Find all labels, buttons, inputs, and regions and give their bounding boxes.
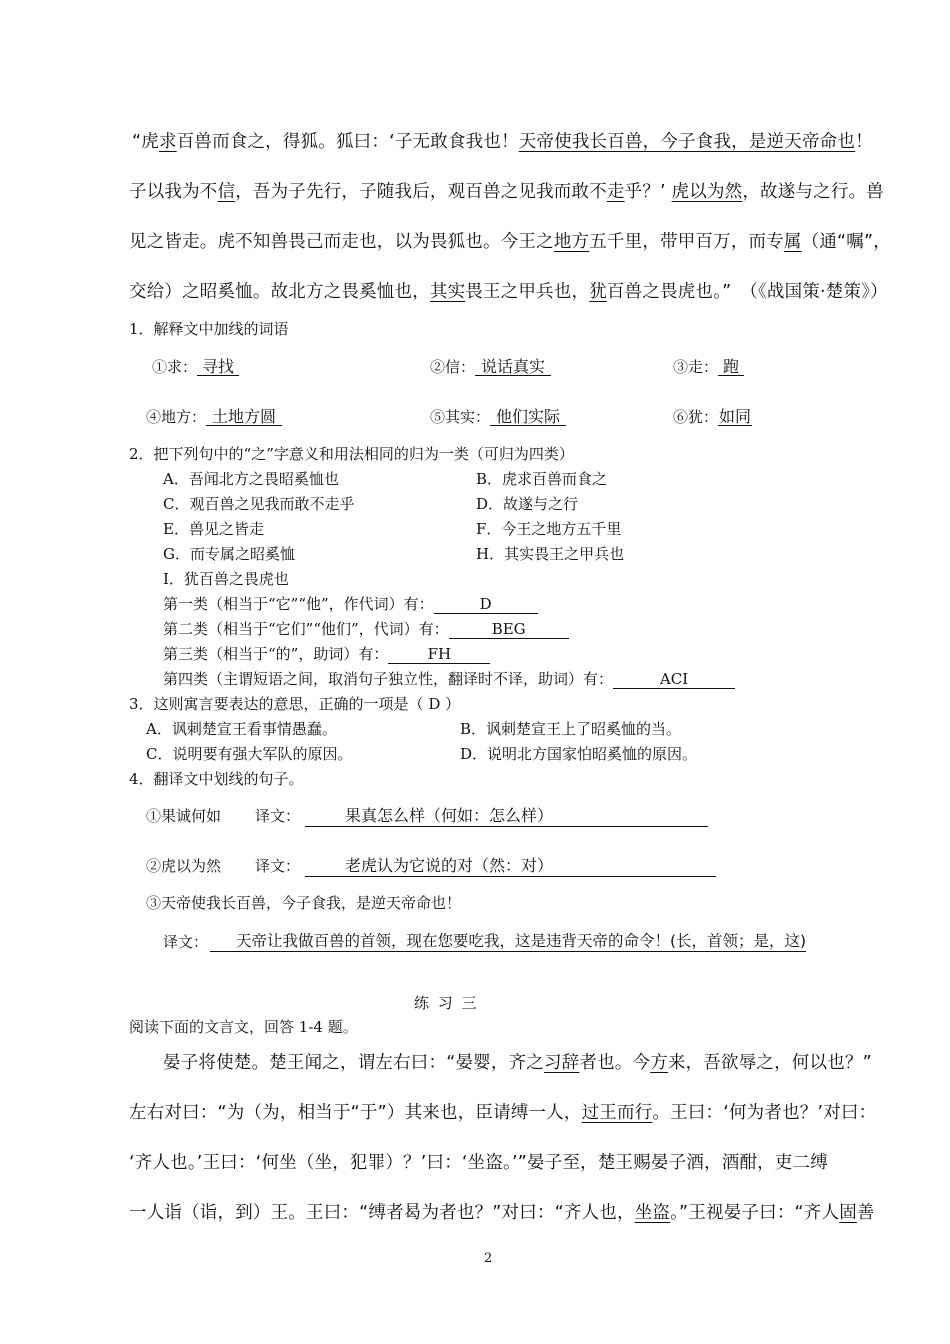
q3-option-d: D．说明北方国家怕昭奚恤的原因。 xyxy=(460,745,698,763)
q1-item-4 xyxy=(146,406,282,427)
underlined-text: 走 xyxy=(606,182,625,202)
q4-answer-3 xyxy=(210,929,806,952)
underlined-text: 过王而行 xyxy=(581,1103,653,1123)
text-segment: ，吾为子先行，子随我后，观百兽之见我而敢不 xyxy=(235,182,607,202)
underlined-text: 固 xyxy=(839,1203,857,1223)
q1-answer: 说话真实 xyxy=(475,358,551,376)
text-segment: 一人诣（诣，到）王。王曰：“缚者曷为者也？”对曰：“齐人也， xyxy=(129,1203,635,1223)
text-segment: ，故遂与之行。兽 xyxy=(742,182,884,202)
q2-option-i: I．犹百兽之畏虎也 xyxy=(163,570,289,588)
q4-sentence-3: ③天帝使我长百兽，今子食我，是逆天帝命也！ xyxy=(146,894,462,912)
q1-item-label: ④地方： xyxy=(146,408,207,426)
q1-item-label: ①求： xyxy=(152,358,198,376)
text-segment: ‘齐人也。’王曰：‘何坐（坐，犯罪）？’曰：‘坐盗。’”晏子至，楚王赐晏子酒，酒酣，吏二缚 xyxy=(129,1153,828,1173)
text-segment: 交给）之昭奚恤。故北方之畏奚恤也， xyxy=(129,282,430,302)
q1-answer: 寻找 xyxy=(197,358,239,376)
q1-answer: 如同 xyxy=(719,407,752,426)
underlined-text: 虎以为然 xyxy=(671,182,743,202)
q2-class-label: 第一类（相当于“它”“他”，作代词）有： xyxy=(163,595,434,613)
q2-class-label: 第二类（相当于“它们”“他们”，代词）有： xyxy=(163,620,449,638)
underlined-text: 地方 xyxy=(553,232,590,252)
q3-option-a: A．讽刺楚宣王看事情愚蠢。 xyxy=(146,720,337,738)
q1-item-label: ②信： xyxy=(430,358,476,376)
text-segment: 善 xyxy=(856,1203,875,1223)
q1-answer: 他们实际 xyxy=(490,408,566,426)
q2-option-d: D．故遂与之行 xyxy=(476,495,579,513)
exercise-line-3 xyxy=(129,1149,828,1174)
q2-class-label: 第四类（主谓短语之间，取消句子独立性，翻译时不译，助词）有： xyxy=(163,670,614,688)
passage-line-2 xyxy=(129,178,884,203)
text-segment: 者也。今 xyxy=(579,1053,651,1073)
q3-title: 3．这则寓言要表达的意思，正确的一项是（ D ） xyxy=(129,695,461,713)
text-segment: 来，吾欲辱之，何以也？” xyxy=(667,1053,872,1073)
q2-class-4 xyxy=(163,668,735,689)
q4-answer-2 xyxy=(305,853,716,877)
underlined-text: 求 xyxy=(158,132,177,152)
underlined-text: 习辞 xyxy=(543,1053,580,1073)
text-segment: 虎 xyxy=(141,132,159,152)
underlined-text: 方 xyxy=(650,1053,668,1073)
q4-trans-label: 译文： xyxy=(255,807,301,825)
q2-option-a: A．吾闻北方之畏昭奚恤也 xyxy=(163,470,339,488)
q2-class-3 xyxy=(163,643,490,664)
q1-item-3 xyxy=(673,356,744,377)
q4-answer-text: 天帝让我做百兽的首领，现在您要吃我，这是违背天帝的命令！(长，首领；是，这) xyxy=(210,929,806,952)
q2-option-f: F．今王之地方五千里 xyxy=(476,520,622,538)
q1-item-5 xyxy=(430,406,566,427)
q2-class-2 xyxy=(163,618,569,639)
text-segment: （通“嘱”， xyxy=(801,232,891,252)
q1-item-label: ③走： xyxy=(673,358,719,376)
q2-option-g: G．而专属之昭奚恤 xyxy=(163,545,295,563)
q2-class-answer: ACI xyxy=(613,671,735,689)
q1-item-2 xyxy=(430,356,551,377)
q4-sentence-2: ②虎以为然 xyxy=(146,857,222,875)
q2-class-answer: D xyxy=(434,596,538,614)
text-segment: “ xyxy=(132,132,142,152)
text-segment: 乎？’ xyxy=(624,182,672,202)
q2-class-answer: BEG xyxy=(449,621,569,639)
q4-trans-label: 译文： xyxy=(255,857,301,875)
underlined-text: 信 xyxy=(217,182,236,202)
q4-answer-text: 果真怎么样（何如：怎么样） xyxy=(305,803,708,827)
q3-option-b: B．讽刺楚宣王上了昭奚恤的当。 xyxy=(460,720,682,738)
q2-option-e: E．兽见之皆走 xyxy=(163,520,264,538)
page-number: 2 xyxy=(484,1251,493,1266)
underlined-text: 其实 xyxy=(429,282,466,302)
underlined-text: 坐盗 xyxy=(634,1203,671,1223)
q1-title: 1．解释文中加线的词语 xyxy=(129,320,289,338)
underlined-text: 属 xyxy=(783,232,802,252)
passage-line-4 xyxy=(129,278,888,303)
q2-option-c: C．观百兽之见我而敢不走乎 xyxy=(163,495,355,513)
q2-option-h: H．其实畏王之甲兵也 xyxy=(476,545,625,563)
text-segment: 百兽而食之，得狐。狐曰：‘子无敢食我也！ xyxy=(176,132,519,152)
q4-trans-label: 译文： xyxy=(163,933,209,951)
q2-class-answer: FH xyxy=(388,646,490,664)
q1-item-6 xyxy=(673,406,752,427)
text-segment: 子以我为不 xyxy=(129,182,218,202)
q1-item-label: ⑥犹： xyxy=(673,408,719,426)
text-segment: 见之皆走。虎不知兽畏己而走也，以为畏狐也。今王之 xyxy=(129,232,554,252)
q2-option-b: B．虎求百兽而食之 xyxy=(476,470,608,488)
exercise-instruction: 阅读下面的文言文，回答 1-4 题。 xyxy=(129,1018,358,1036)
q3-option-c: C．说明要有强大军队的原因。 xyxy=(146,745,353,763)
q4-answer-text: 老虎认为它说的对（然：对） xyxy=(305,853,716,877)
q2-title: 2．把下列句中的“之”字意义和用法相同的归为一类（可归为四类） xyxy=(129,445,574,463)
q2-class-1 xyxy=(163,593,538,614)
q1-answer: 跑 xyxy=(718,358,744,376)
q4-answer-1 xyxy=(305,803,708,827)
passage-line-3 xyxy=(129,228,891,253)
passage-line-1 xyxy=(132,128,873,153)
text-segment: 畏王之甲兵也， xyxy=(465,282,590,302)
q4-title: 4．翻译文中划线的句子。 xyxy=(129,770,304,788)
exercise-line-1 xyxy=(163,1049,872,1074)
text-segment: 。”王视晏子曰：“齐人 xyxy=(670,1203,840,1223)
text-segment: 百兽之畏虎也。” （《战国策·楚策》） xyxy=(606,282,888,302)
text-segment: 。王曰：‘何为者也？’对曰： xyxy=(652,1103,877,1123)
exercise-line-2 xyxy=(129,1099,876,1124)
q2-class-label: 第三类（相当于“的”，助词）有： xyxy=(163,645,389,663)
text-segment: ！ xyxy=(855,132,873,152)
q1-answer: 土地方圆 xyxy=(206,408,282,426)
text-segment: 晏子将使楚。楚王闻之，谓左右曰：“晏婴，齐之 xyxy=(163,1053,544,1073)
exercise-heading: 练 习 三 xyxy=(414,994,479,1012)
exercise-line-4 xyxy=(129,1199,875,1224)
q1-item-1 xyxy=(152,356,239,377)
q4-sentence-1: ①果诚何如 xyxy=(146,807,222,825)
text-segment: 左右对曰：“为（为，相当于“于”）其来也，臣请缚一人， xyxy=(129,1103,582,1123)
underlined-text: 犹 xyxy=(589,282,607,302)
underlined-text: 天帝使我长百兽，今子食我，是逆天帝命也 xyxy=(518,132,856,152)
q1-item-label: ⑤其实： xyxy=(430,408,491,426)
text-segment: 五千里，带甲百万，而专 xyxy=(589,232,784,252)
